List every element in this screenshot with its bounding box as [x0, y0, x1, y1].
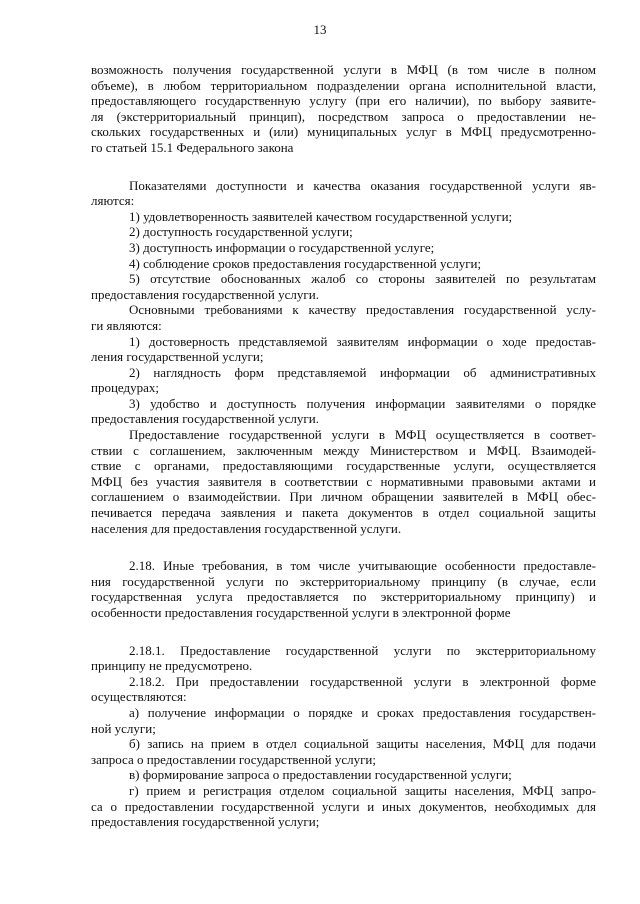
text-line: Предоставление государственной услуги в МФЦ осуществляется в соответ- [129, 427, 596, 443]
paragraph [91, 62, 596, 156]
text-line: печивается передача заявления и пакета документов в отдел социальной защиты [91, 505, 596, 521]
text-line: скольких государственных и (или) муниципальных услуг в МФЦ предусмотренно- [91, 124, 596, 140]
text-line: б) запись на прием в отдел социальной защиты населения, МФЦ для подачи [129, 736, 596, 752]
text-line: а) получение информации о порядке и сроках предоставления государствен- [129, 704, 596, 720]
paragraph [91, 643, 596, 674]
paragraph [91, 209, 596, 225]
text-line: г) прием и регистрация отделом социальной защиты населения, МФЦ запро- [129, 782, 596, 798]
text-line: ния государственной услуги по экстерриториальному принципу (в случае, если [91, 573, 596, 589]
text-line: объеме), в любом территориальном подразделении органа исполнительной власти, [91, 77, 596, 93]
paragraph [91, 427, 596, 536]
text-line: Основными требованиями к качеству предоставления государственной услу- [129, 302, 596, 318]
paragraph [91, 178, 596, 209]
paragraph [91, 224, 596, 240]
text-line: в) формирование запроса о предоставлении государственной услуги; [129, 767, 512, 783]
paragraph [91, 674, 596, 705]
text-line: 2.18.1. Предоставление государственной услуги по экстерриториальному [129, 642, 596, 658]
text-line: 1) достоверность представляемой заявителям информации о ходе предостав- [129, 333, 596, 349]
text-line: 3) удобство и доступность получения информации заявителями о порядке [129, 395, 596, 411]
paragraph [91, 705, 596, 736]
text-line: 5) отсутствие обоснованных жалоб со стороны заявителей по результатам [129, 271, 596, 287]
section-gap [91, 621, 596, 643]
text-line: 2) наглядность форм представляемой информации об административных [129, 364, 596, 380]
text-line: ги являются: [91, 317, 162, 333]
text-line: ления государственной услуги; [91, 349, 264, 365]
text-line: ля (экстерриториальный принцип), посредством запроса о предоставлении не- [91, 108, 596, 124]
paragraph [91, 783, 596, 830]
paragraph [91, 558, 596, 620]
paragraph [91, 767, 596, 783]
text-line: 2.18. Иные требования, в том числе учитывающие особенности предоставле- [129, 558, 596, 574]
text-line: 3) доступность информации о государственной услуге; [129, 239, 435, 255]
text-line: населения для предоставления государственной услуги. [91, 520, 402, 536]
text-line: ной услуги; [91, 720, 156, 736]
text-line: ствие с органами, предоставляющими государственные услуги, осуществляется [91, 458, 596, 474]
paragraph [91, 334, 596, 365]
text-line: процедурах; [91, 380, 160, 396]
text-line: осуществляются: [91, 689, 187, 705]
page-number: 13 [313, 22, 327, 37]
text-line: ляются: [91, 193, 135, 209]
text-line: запроса о предоставлении государственной услуги; [91, 751, 376, 767]
text-line: предоставления государственной услуги. [91, 286, 319, 302]
paragraph [91, 271, 596, 302]
text-line: Показателями доступности и качества оказания государственной услуги яв- [129, 177, 596, 193]
text-line: 2) доступность государственной услуги; [129, 224, 353, 240]
document-body [91, 62, 596, 830]
section-gap [91, 536, 596, 558]
paragraph [91, 256, 596, 272]
section-gap [91, 156, 596, 178]
text-line: са о предоставлении государственной услуги и иных документов, необходимых для [91, 798, 596, 814]
paragraph [91, 240, 596, 256]
text-line: МФЦ без участия заявителя в соответствии с нормативными правовыми актами и [91, 473, 596, 489]
text-line: 4) соблюдение сроков предоставления государственной услуги; [129, 255, 482, 271]
text-line: предоставления государственной услуги. [91, 411, 319, 427]
paragraph [91, 365, 596, 396]
text-line: предоставления государственной услуги; [91, 814, 320, 830]
text-line: ствии с соглашением, заключенным между Министерством и МФЦ. Взаимодей- [91, 442, 596, 458]
paragraph [91, 396, 596, 427]
text-line: соглашением о взаимодействии. При личном обращении заявителей в МФЦ обес- [91, 489, 596, 505]
text-line: 2.18.2. При предоставлении государственной услуги в электронной форме [129, 673, 596, 689]
text-line: 1) удовлетворенность заявителей качеством государственной услуги; [129, 208, 513, 224]
text-line: особенности предоставления государственной услуги в электронной форме [91, 605, 511, 620]
text-line: возможность получения государственной услуги в МФЦ (в том числе в полном [91, 62, 596, 77]
text-line: принципу не предусмотрено. [91, 658, 253, 674]
text-line: го статьей 15.1 Федерального закона [91, 139, 294, 155]
paragraph [91, 736, 596, 767]
text-line: государственная услуга предоставляется по экстерриториальному принципу) и [91, 589, 596, 605]
text-line: предоставляющего государственную услугу (при его наличии), по выбору заявите- [91, 93, 596, 109]
paragraph [91, 302, 596, 333]
